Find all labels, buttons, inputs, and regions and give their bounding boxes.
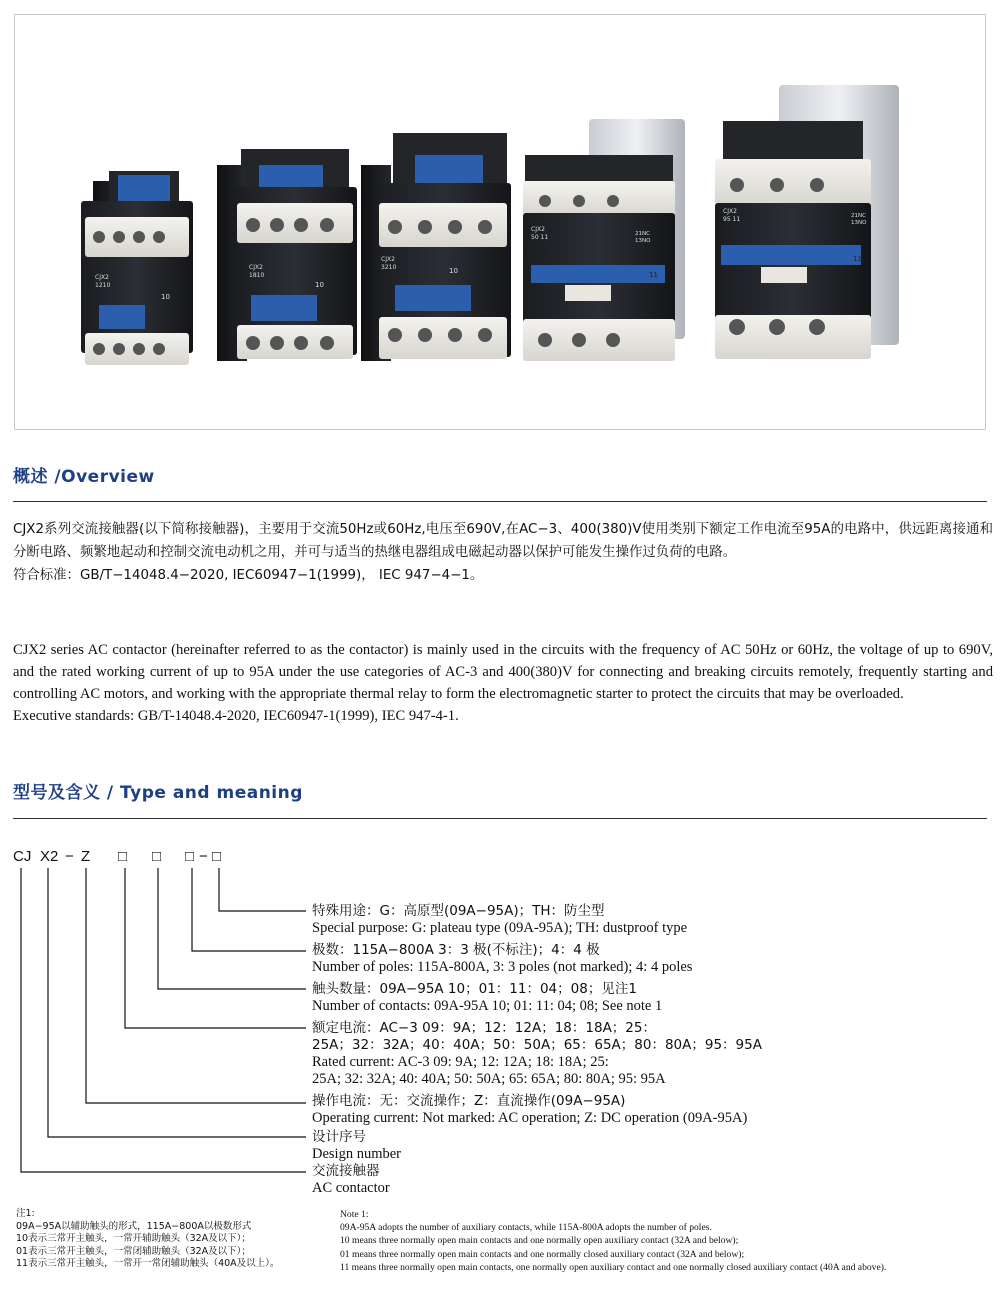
svg-text:10: 10	[315, 281, 324, 289]
code-dash-2: −	[199, 848, 208, 865]
poles-en: Number of poles: 115A-800A, 3: 3 poles (not marked); 4: 4 poles	[312, 959, 693, 975]
svg-text:10: 10	[161, 293, 170, 301]
overview-cn-standards: 符合标准：GB/T−14048.4−2020, IEC60947−1(1999)， IEC 947−4−1。	[13, 568, 484, 583]
code-box-poles: □	[185, 848, 195, 865]
rated-current-cn-2: 25A；32：32A；40：40A；50：50A；65：65A；80：80A；95：95A	[312, 1037, 762, 1053]
code-x2: X2	[40, 848, 59, 865]
meaning-ac-contactor	[312, 1163, 390, 1197]
note-en-line: 09A-95A adopts the number of auxiliary contacts, while 115A-800A adopts the number of poles.	[340, 1222, 712, 1234]
code-box-current: □	[118, 848, 128, 865]
rated-current-en-2: 25A; 32: 32A; 40: 40A; 50: 50A; 65: 65A; 80: 80A; 95: 95A	[312, 1071, 666, 1087]
overview-heading: 概述 /Overview	[13, 467, 155, 487]
meaning-rated-current	[312, 1020, 762, 1088]
design-number-en: Design number	[312, 1146, 401, 1162]
type-meaning-heading: 型号及含义 / Type and meaning	[13, 783, 303, 803]
note-cn-line: 01表示三常开主触头，一常闭辅助触头（32A及以下）；	[16, 1245, 251, 1257]
overview-en-standards: Executive standards: GB/T-14048.4-2020, IEC60947-1(1999), IEC 947-4-1.	[13, 708, 459, 724]
overview-en-paragraph: CJX2 series AC contactor (hereinafter referred to as the contactor) is mainly used in the circuits with the frequency of AC 50Hz or 60Hz, the voltage of up to 690V, and the rated working current of up to 95A under the use categories of AC-3 and 400(380)V for connecting and breaking circuits remotely, frequently starting and controlling AC motors, and working with the appropriate thermal relay to form the electromagnetic starter to protect the circuits that may be overloaded.	[13, 642, 993, 702]
svg-text:CJX2: CJX2	[723, 208, 737, 215]
svg-text:11: 11	[649, 271, 658, 279]
svg-text:10: 10	[449, 267, 458, 275]
svg-text:CJX2: CJX2	[531, 226, 545, 233]
meaning-special-purpose	[312, 903, 687, 937]
svg-text:21NC: 21NC	[851, 213, 866, 219]
special-purpose-en: Special purpose: G: plateau type (09A-95A); TH: dustproof type	[312, 920, 688, 936]
code-box-contacts: □	[152, 848, 162, 865]
rated-current-cn: 额定电流：AC−3 09：9A；12：12A；18：18A；25：	[312, 1020, 656, 1036]
note-en-line: 11 means three normally open main contacts, one normally open auxiliary contact and one normally closed auxiliary contact (40A and above).	[340, 1261, 887, 1273]
svg-text:13NO: 13NO	[851, 220, 867, 226]
svg-text:95 11: 95 11	[723, 216, 741, 223]
note-en-title: Note 1:	[340, 1209, 369, 1220]
code-z: Z	[81, 848, 91, 865]
rated-current-en: Rated current: AC-3 09: 9A; 12: 12A; 18: 18A; 25:	[312, 1054, 609, 1070]
contacts-en: Number of contacts: 09A-95A 10; 01: 11: 04; 08; See note 1	[312, 998, 663, 1014]
note-en-line: 01 means three normally open main contacts and one normally closed auxiliary contact (32A and below);	[340, 1248, 745, 1260]
note-cn-line: 10表示三常开主触头，一常开辅助触头（32A及以下）；	[16, 1233, 251, 1245]
code-cj: CJ	[13, 848, 32, 865]
svg-text:50 11: 50 11	[531, 234, 549, 241]
note-chinese	[16, 1208, 279, 1271]
special-purpose-cn: 特殊用途：G：高原型(09A−95A)；TH：防尘型	[312, 903, 605, 919]
svg-text:CJX2: CJX2	[249, 264, 263, 271]
ac-contactor-en: AC contactor	[312, 1180, 390, 1196]
overview-cn-paragraph: CJX2系列交流接触器(以下简称接触器)，主要用于交流50Hz或60Hz,电压至690V,在AC−3、400(380)V使用类别下额定工作电流至95A的电路中，供远距离接通和分断电路、频繁地起动和控制交流电动机之用，并可与适当的热继电器组成电磁起动器以保护可能发生操作过负荷的电路。	[13, 522, 993, 560]
meaning-operating-current	[312, 1093, 747, 1127]
design-number-cn: 设计序号	[312, 1129, 366, 1145]
ac-contactor-cn: 交流接触器	[312, 1163, 380, 1179]
meaning-design-number	[312, 1129, 401, 1163]
contactor-1-model: CJX2	[95, 274, 109, 281]
svg-text:3210: 3210	[381, 264, 397, 271]
meaning-number-of-poles	[312, 942, 692, 976]
code-dash: −	[65, 848, 74, 865]
note-cn-line: 11表示三常开主触头，一常开一常闭辅助触头（40A及以上）。	[16, 1258, 280, 1270]
note-cn-line: 09A−95A以辅助触头的形式，115A−800A以极数形式	[16, 1220, 252, 1232]
meaning-number-of-contacts	[312, 981, 662, 1015]
note-en-line: 10 means three normally open main contacts and one normally open auxiliary contact (32A and below);	[340, 1235, 739, 1247]
note-english	[340, 1208, 886, 1274]
operating-current-en: Operating current: Not marked: AC operation; Z: DC operation (09A-95A)	[312, 1110, 748, 1126]
svg-text:21NC: 21NC	[635, 231, 650, 237]
contacts-cn: 触头数量：09A−95A 10；01：11：04；08；见注1	[312, 981, 637, 997]
note-cn-title: 注1:	[16, 1208, 35, 1219]
svg-text:11: 11	[853, 255, 862, 263]
code-box-special: □	[212, 848, 222, 865]
svg-text:1210: 1210	[95, 282, 111, 289]
svg-text:CJX2: CJX2	[381, 256, 395, 263]
poles-cn: 极数：115A−800A 3：3 极(不标注)；4：4 极	[312, 942, 600, 958]
svg-text:1810: 1810	[249, 272, 265, 279]
operating-current-cn: 操作电流：无：交流操作；Z：直流操作(09A−95A)	[312, 1093, 626, 1109]
svg-text:13NO: 13NO	[635, 238, 651, 244]
